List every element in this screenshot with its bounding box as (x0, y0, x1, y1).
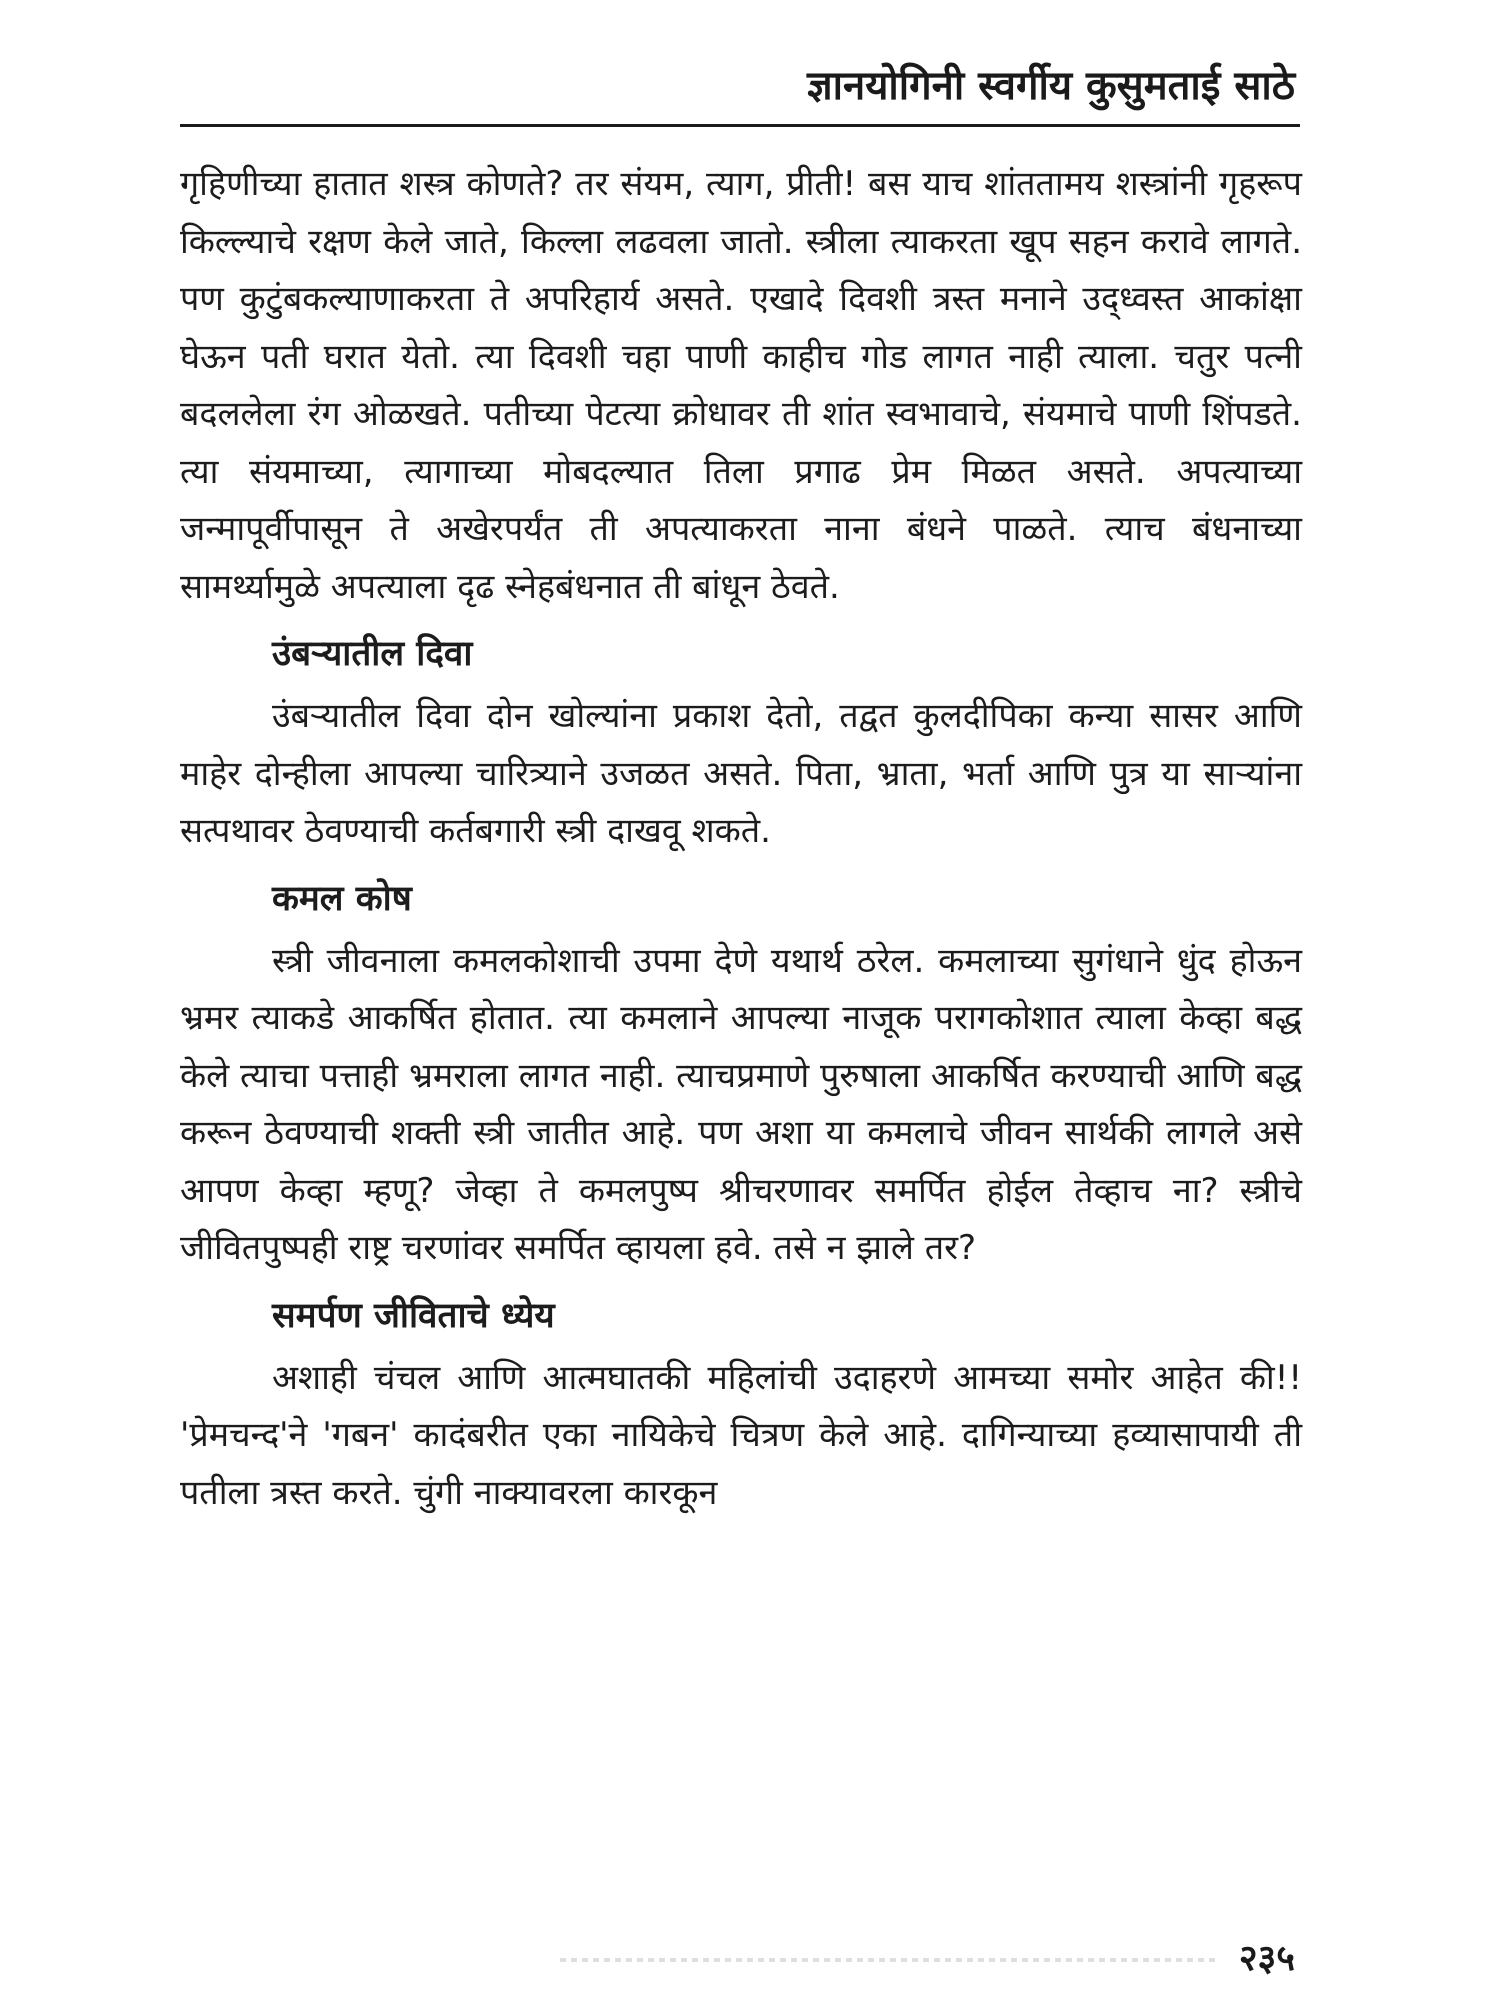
paragraph-dedication: अशाही चंचल आणि आत्मघातकी महिलांची उदाहरणे आमच्या समोर आहेत की!! 'प्रेमचन्द'ने 'गबन' कादंबरीत एका नायिकेचे चित्रण केले आहे. दागिन्याच्या हव्यासापायी ती पतीला त्रस्त करते. चुंगी नाक्यावरला कारकून (180, 1357, 1302, 1513)
section-heading-threshold-lamp: उंबऱ्यातील दिवा (272, 634, 473, 674)
section-heading-dedication: समर्पण जीविताचे ध्येय (272, 1295, 555, 1336)
scan-artifact (560, 1958, 1220, 1962)
running-header-title: ज्ञानयोगिनी स्वर्गीय कुसुमताई साठे (807, 63, 1295, 109)
paragraph-threshold-lamp: उंबऱ्यातील दिवा दोन खोल्यांना प्रकाश देतो, तद्वत कुलदीपिका कन्या सासर आणि माहेर दोन्हीला आपल्या चारित्र्याने उजळत असते. पिता, भ्राता, भर्ता आणि पुत्र या साऱ्यांना सत्पथावर ठेवण्याची कर्तबगारी स्त्री दाखवू शकते. (180, 696, 1302, 851)
header-rule (180, 124, 1300, 127)
page-number: २३५ (1238, 1938, 1295, 1979)
paragraph-opening: गृहिणीच्या हातात शस्त्र कोणते? तर संयम, त्याग, प्रीती! बस याच शांततामय शस्त्रांनी गृहरूप किल्ल्याचे रक्षण केले जाते, किल्ला लढवला जातो. स्त्रीला त्याकरता खूप सहन करावे लागते. पण कुटुंबकल्याणाकरता ते अपरिहार्य असते. एखादे दिवशी त्रस्त मनाने उद्ध्वस्त आकांक्षा घेऊन पती घरात येतो. त्या दिवशी चहा पाणी काहीच गोड लागत नाही त्याला. चतुर पत्नी बदललेला रंग ओळखते. पतीच्या पेटत्या क्रोधावर ती शांत स्वभावाचे, संयमाचे पाणी शिंपडते. त्या संयमाच्या, त्यागाच्या मोबदल्यात तिला प्रगाढ प्रेम मिळत असते. अपत्याच्या जन्मापूर्वीपासून ते अखेरपर्यंत ती अपत्याकरता नाना बंधने पाळते. त्याच बंधनाच्या सामर्थ्यामुळे अपत्याला दृढ स्नेहबंधनात ती बांधून ठेवते. (180, 164, 1302, 607)
page-body (180, 156, 1302, 1522)
paragraph-lotus: स्त्री जीवनाला कमलकोशाची उपमा देणे यथार्थ ठरेल. कमलाच्या सुगंधाने धुंद होऊन भ्रमर त्याकडे आकर्षित होतात. त्या कमलाने आपल्या नाजूक परागकोशात त्याला केव्हा बद्ध केले त्याचा पत्ताही भ्रमराला लागत नाही. त्याचप्रमाणे पुरुषाला आकर्षित करण्याची आणि बद्ध करून ठेवण्याची शक्ती स्त्री जातीत आहे. पण अशा या कमलाचे जीवन सार्थकी लागले असे आपण केव्हा म्हणू? जेव्हा ते कमलपुष्प श्रीचरणावर समर्पित होईल तेव्हाच ना? स्त्रीचे जीवितपुष्पही राष्ट्र चरणांवर समर्पित व्हायला हवे. तसे न झाले तर? (180, 940, 1302, 1268)
section-heading-lotus: कमल कोष (272, 878, 412, 919)
